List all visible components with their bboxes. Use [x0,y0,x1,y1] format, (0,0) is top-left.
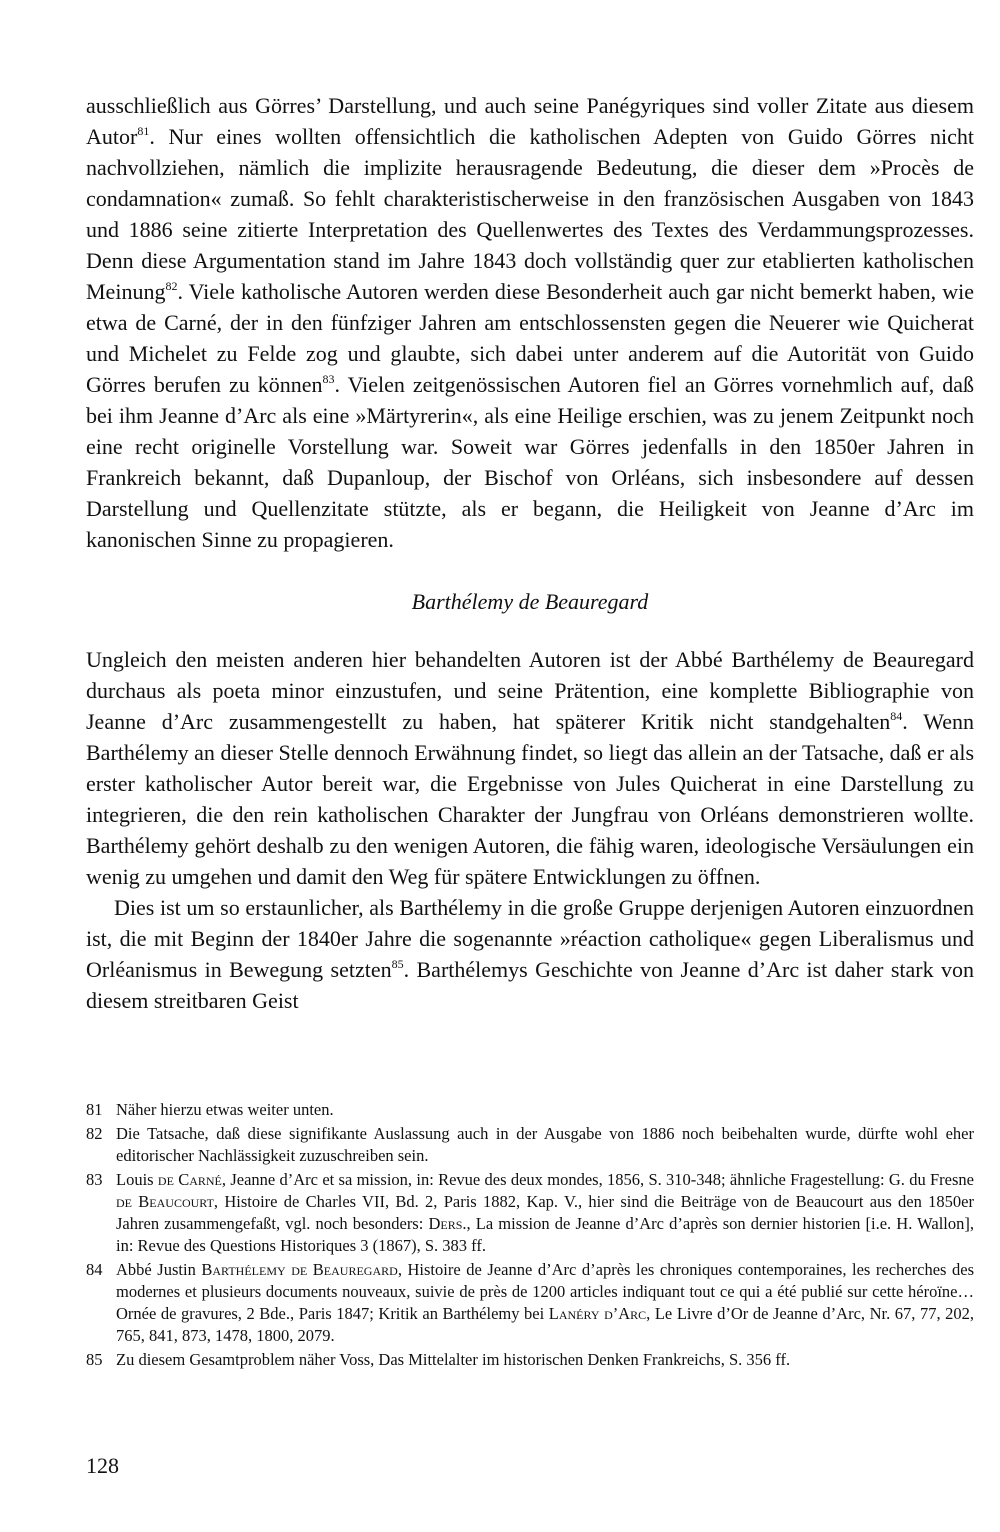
footnote-85: 85 Zu diesem Gesamtproblem näher Voss, Das Mittelalter im historischen Denken Frankreichs, S. 356 ff. [86,1350,791,1369]
footnote-ref-83[interactable]: 83 [322,372,335,386]
footnote-ref-84[interactable]: 84 [890,709,903,723]
paragraph-1: ausschließlich aus Görres’ Darstellung, und auch seine Panégyriques sind voller Zitate aus diesem Autor$^{81}$. Nur eines wollten offensichtlich die katholischen Adepten von Guido Görres nicht nachvollziehen, nämlich die implizite herausragende Bedeutung, die dieser dem »Procès de condamnation« zumaß. So fehlt charakteristischerweise in den französischen Ausgaben von 1843 und 1886 seine zitierte Interpretation des Quellenwertes des Textes des Verdammungsprozesses. Denn diese Argumentation stand im Jahre 1843 doch vollständig quer zur etablierten katholischen Meinung$^{82}$. Viele katholische Autoren werden diese Besonderheit auch gar nicht bemerkt haben, wie etwa de Carné, der in den fünfziger Jahren am entschlossensten gegen die Neuerer wie Quicherat und Michelet zu Felde zog und glaubte, sich dabei unter anderem auf die Autorität von Guido Görres berufen zu können$^{83}$. Vielen zeitgenössischen Autoren fiel an Görres vornehmlich auf, daß bei ihm Jeanne d’Arc als eine »Märtyrerin«, als eine Heilige erschien, was zu jenem Zeitpunkt noch eine recht originelle Vorstellung war. Soweit war Görres jedenfalls in den 1850er Jahren in Frankreich bekannt, daß Dupanloup, der Bischof von Orléans, sich insbesondere auf dessen Darstellung und Quellenzitate stützte, als er begann, die Heiligkeit von Jeanne d’Arc im kanonischen Sinne zu propagieren. [86,93,975,552]
author-name: Lanéry d’Arc [548,1304,647,1323]
footnote-number: 85 [86,1350,103,1369]
page-number: 128 [86,1453,119,1478]
footnote-82: 82 Die Tatsache, daß diese signifikante Auslassung auch in der Ausgabe von 1886 noch beibehalten wurde, dürfte wohl eher editorischer Nachlässigkeit zuzuschreiben sein. [86,1124,974,1165]
footnote-83: 83 Louis de Carné, Jeanne d’Arc et sa mission, in: Revue des deux mondes, 1856, S. 310-348; ähnliche Fragestellung: G. du Fresne de Beaucourt, Histoire de Charles VII, Bd. 2, Paris 1882, Kap. V., hier sind die Beiträge von de Beaucourt aus den 1850er Jahren zusammengefaßt, vgl. noch besonders: Ders., La mission de Jeanne d’Arc d’après son dernier historien [i.e. H. Wallon], in: Revue des Questions Historiques 3 (1867), S. 383 ff. [86,1170,975,1255]
paragraph-2: Ungleich den meisten anderen hier behandelten Autoren ist der Abbé Barthélemy de Beauregard durchaus als poeta minor einzustufen, und seine Prätention, eine komplette Bibliographie von Jeanne d’Arc zusammengestellt zu haben, hat späterer Kritik nicht standgehalten$^{84}$. Wenn Barthélemy an dieser Stelle dennoch Erwähnung findet, so liegt das allein an der Tatsache, daß er als erster katholischer Autor bereit war, die Ergebnisse von Jules Quicherat in eine Darstellung zu integrieren, die den rein katholischen Charakter der Jungfrau von Orléans demonstrieren wollte. Barthélemy gehört deshalb zu den wenigen Autoren, die fähig waren, ideologische Versäulungen ein wenig zu umgehen und damit den Weg für spätere Entwicklungen zu öffnen. [86,647,974,889]
footnote-number: 82 [86,1124,103,1143]
footnote-84: 84 Abbé Justin Barthélemy de Beauregard, Histoire de Jeanne d’Arc d’après les chroniques contemporaines, les recherches des modernes et plusieurs documents nouveaux, suivie de près de 1200 articles indiquant tout ce qui a été publié sur cette héroïne… Ornée de gravures, 2 Bde., Paris 1847; Kritik an Barthélemy bei Lanéry d’Arc, Le Livre d’Or de Jeanne d’Arc, Nr. 67, 77, 202, 765, 841, 873, 1478, 1800, 2079. [86,1260,975,1345]
section-heading: Barthélemy de Beauregard [411,589,649,614]
footnotes [86,1099,974,1373]
footnote-number: 84 [86,1260,103,1279]
footnote-ref-85[interactable]: 85 [391,957,404,971]
author-name: Ders. [428,1214,467,1233]
footnote-number: 81 [86,1100,103,1119]
author-name: de Carné [157,1170,222,1189]
footnote-81: 81 Näher hierzu etwas weiter unten. [86,1100,334,1119]
paragraph-3: Dies ist um so erstaunlicher, als Barthélemy in die große Gruppe derjenigen Autoren einzuordnen ist, die mit Beginn der 1840er Jahre die sogenannte »réaction catholique« gegen Liberalismus und Orléanismus in Bewegung setzten$^{85}$. Barthélemys Geschichte von Jeanne d’Arc ist daher stark von diesem streitbaren Geist [86,895,974,1013]
author-name: Barthélemy de Beauregard [201,1260,398,1279]
author-name: de Beaucourt [116,1192,214,1211]
footnote-ref-81[interactable]: 81 [137,124,150,138]
footnote-number: 83 [86,1170,103,1189]
main-text [86,90,974,1016]
footnote-ref-82[interactable]: 82 [165,279,178,293]
